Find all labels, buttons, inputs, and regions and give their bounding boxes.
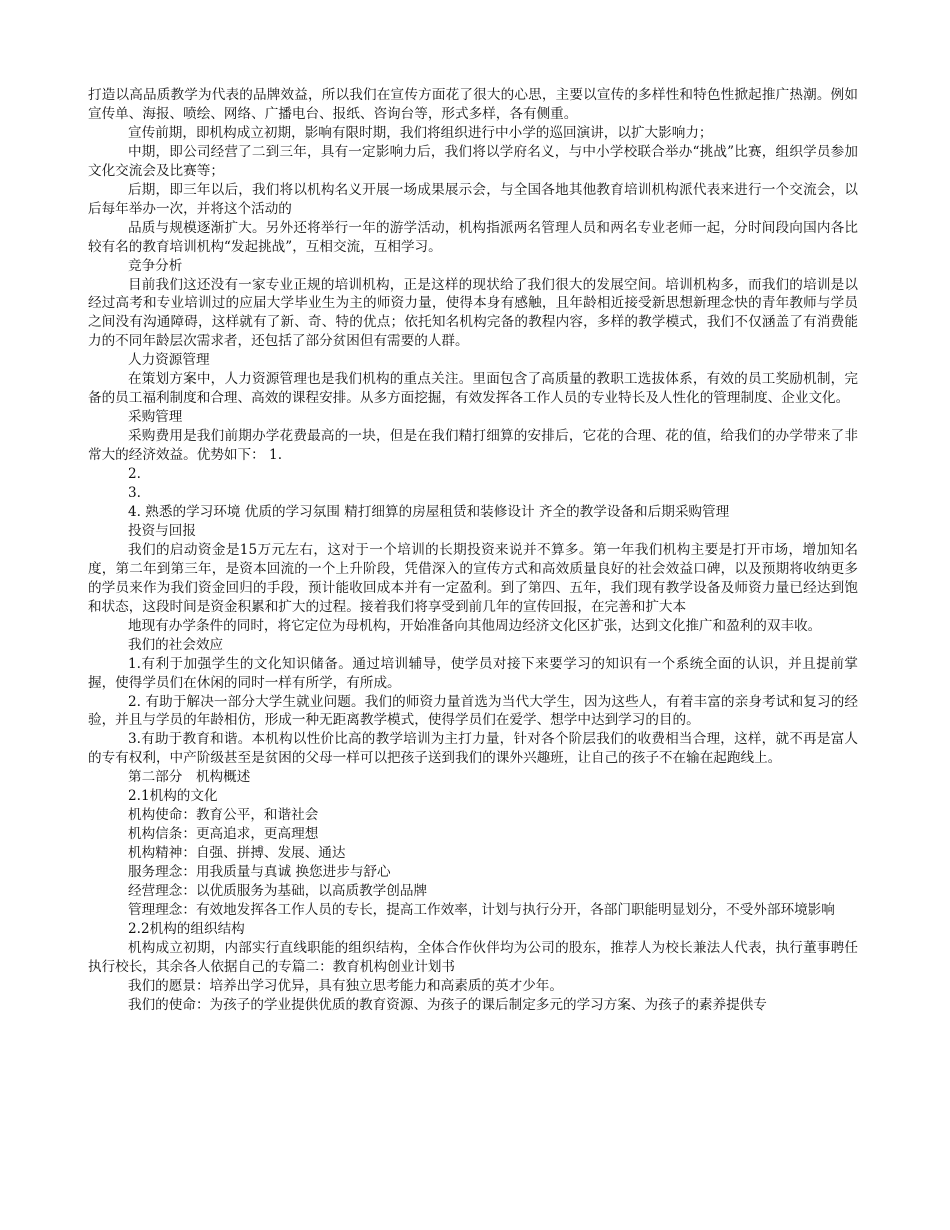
paragraph: 机构成立初期，内部实行直线职能的组织结构，全体合作伙伴均为公司的股东，推荐人为校长兼法人代表，执行董事聘任执行校长，其余各人依据自己的专篇二：教育机构创业计划书 xyxy=(88,939,858,975)
paragraph: 目前我们这还没有一家专业正规的培训机构，正是这样的现状给了我们很大的发展空间。培训机构多，而我们的培训是以经过高考和专业培训过的应届大学毕业生为主的师资力量，使得本身有感触，且年龄相近接受新思想新理念快的青年教师与学员之间没有沟通障碍，这样就有了新、奇、特的优点；依托知名机构完备的教程内容，多样的教学模式，我们不仅涵盖了有消费能力的不同年龄层次需求者，还包括了部分贫困但有需要的人群。 xyxy=(88,276,858,350)
paragraph: 3.有助于教育和谐。本机构以性价比高的教学培训为主打力量，针对各个阶层我们的收费相当合理，这样，就不再是富人的专有权利，中产阶级甚至是贫困的父母一样可以把孩子送到我们的课外兴趣班，让自己的孩子不在输在起跑线上。 xyxy=(88,731,858,767)
paragraph: 管理理念：有效地发挥各工作人员的专长，提高工作效率，计划与执行分开，各部门职能明显划分，不受外部环境影响 xyxy=(128,901,835,918)
paragraph: 机构使命：教育公平，和谐社会 xyxy=(128,807,319,824)
paragraph: 1.有利于加强学生的文化知识储备。通过培训辅导，使学员对接下来要学习的知识有一个系统全面的认识，并且提前掌握，使得学员们在休闲的同时一样有所学，有所成。 xyxy=(88,655,858,691)
paragraph: 2. xyxy=(128,466,141,483)
paragraph: 机构精神：自强、拼搏、发展、通达 xyxy=(128,845,346,862)
document-body xyxy=(88,86,858,1015)
paragraph: 我们的使命：为孩子的学业提供优质的教育资源、为孩子的课后制定多元的学习方案、为孩子的素养提供专 xyxy=(128,996,767,1013)
paragraph: 2. 有助于解决一部分大学生就业问题。我们的师资力量首选为当代大学生，因为这些人，有着丰富的亲身考试和复习的经验，并且与学员的年龄相仿，形成一种无距离教学模式，使得学员们在爱学、想学中达到学习的目的。 xyxy=(88,693,858,729)
paragraph: 人力资源管理 xyxy=(128,352,210,369)
paragraph: 中期，即公司经营了二到三年，具有一定影响力后，我们将以学府名义，与中小学校联合举办“挑战”比赛，组织学员参加文化交流会及比赛等； xyxy=(88,143,858,179)
paragraph: 后期，即三年以后，我们将以机构名义开展一场成果展示会，与全国各地其他教育培训机构派代表来进行一个交流会，以后每年举办一次，并将这个活动的 xyxy=(88,181,858,217)
paragraph: 第二部分 机构概述 xyxy=(128,769,251,786)
paragraph: 采购费用是我们前期办学花费最高的一块，但是在我们精打细算的安排后，它花的合理、花的值，给我们的办学带来了非常大的经济效益。优势如下： 1. xyxy=(88,428,858,464)
paragraph: 3. xyxy=(128,485,141,502)
paragraph: 地现有办学条件的同时，将它定位为母机构，开始准备向其他周边经济文化区扩张，达到文化推广和盈利的双丰收。 xyxy=(128,617,822,634)
paragraph: 服务理念：用我质量与真诚 换您进步与舒心 xyxy=(128,864,391,881)
paragraph: 我们的愿景：培养出学习优异，具有独立思考能力和高素质的英才少年。 xyxy=(128,977,563,994)
paragraph: 投资与回报 xyxy=(128,522,196,539)
paragraph: 宣传前期，即机构成立初期，影响有限时期，我们将组织进行中小学的巡回演讲，以扩大影响力； xyxy=(128,124,713,141)
paragraph: 打造以高品质教学为代表的品牌效益，所以我们在宣传方面花了很大的心思，主要以宣传的多样性和特色性掀起推广热潮。例如宣传单、海报、喷绘、网络、广播电台、报纸、咨询台等，形式多样，各有侧重。 xyxy=(88,87,858,122)
paragraph: 我们的社会效应 xyxy=(128,636,224,653)
paragraph: 机构信条：更高追求，更高理想 xyxy=(128,826,319,843)
paragraph: 经营理念：以优质服务为基础，以高质教学创品牌 xyxy=(128,883,428,900)
paragraph: 2.1机构的文化 xyxy=(128,788,218,805)
paragraph: 2.2机构的组织结构 xyxy=(128,920,245,937)
paragraph: 我们的启动资金是15万元左右，这对于一个培训的长期投资来说并不算多。第一年我们机构主要是打开市场，增加知名度，第二年到第三年，是资本回流的一个上升阶段，凭借深入的宣传方式和高效质量良好的社会效益口碑，以及预期将收纳更多的学员来作为我们资金回归的手段，预计能收回成本并有一定盈利。到了第四、五年，我们现有教学设备及师资力量已经达到饱和状态，这段时间是资金积累和扩大的过程。接着我们将享受到前几年的宣传回报，在完善和扩大本 xyxy=(88,541,858,615)
paragraph: 在策划方案中，人力资源管理也是我们机构的重点关注。里面包含了高质量的教职工选拔体系，有效的员工奖励机制，完备的员工福利制度和合理、高效的课程安排。从多方面挖掘，有效发挥各工作人员的专业特长及人性化的管理制度、企业文化。 xyxy=(88,371,858,407)
paragraph: 品质与规模逐渐扩大。另外还将举行一年的游学活动，机构指派两名管理人员和两名专业老师一起，分时间段向国内各比较有名的教育培训机构“发起挑战”，互相交流，互相学习。 xyxy=(88,219,858,255)
paragraph: 4. 熟悉的学习环境 优质的学习氛围 精打细算的房屋租赁和装修设计 齐全的教学设备和后期采购管理 xyxy=(128,503,730,520)
paragraph: 采购管理 xyxy=(128,409,183,426)
paragraph: 竞争分析 xyxy=(128,257,183,274)
